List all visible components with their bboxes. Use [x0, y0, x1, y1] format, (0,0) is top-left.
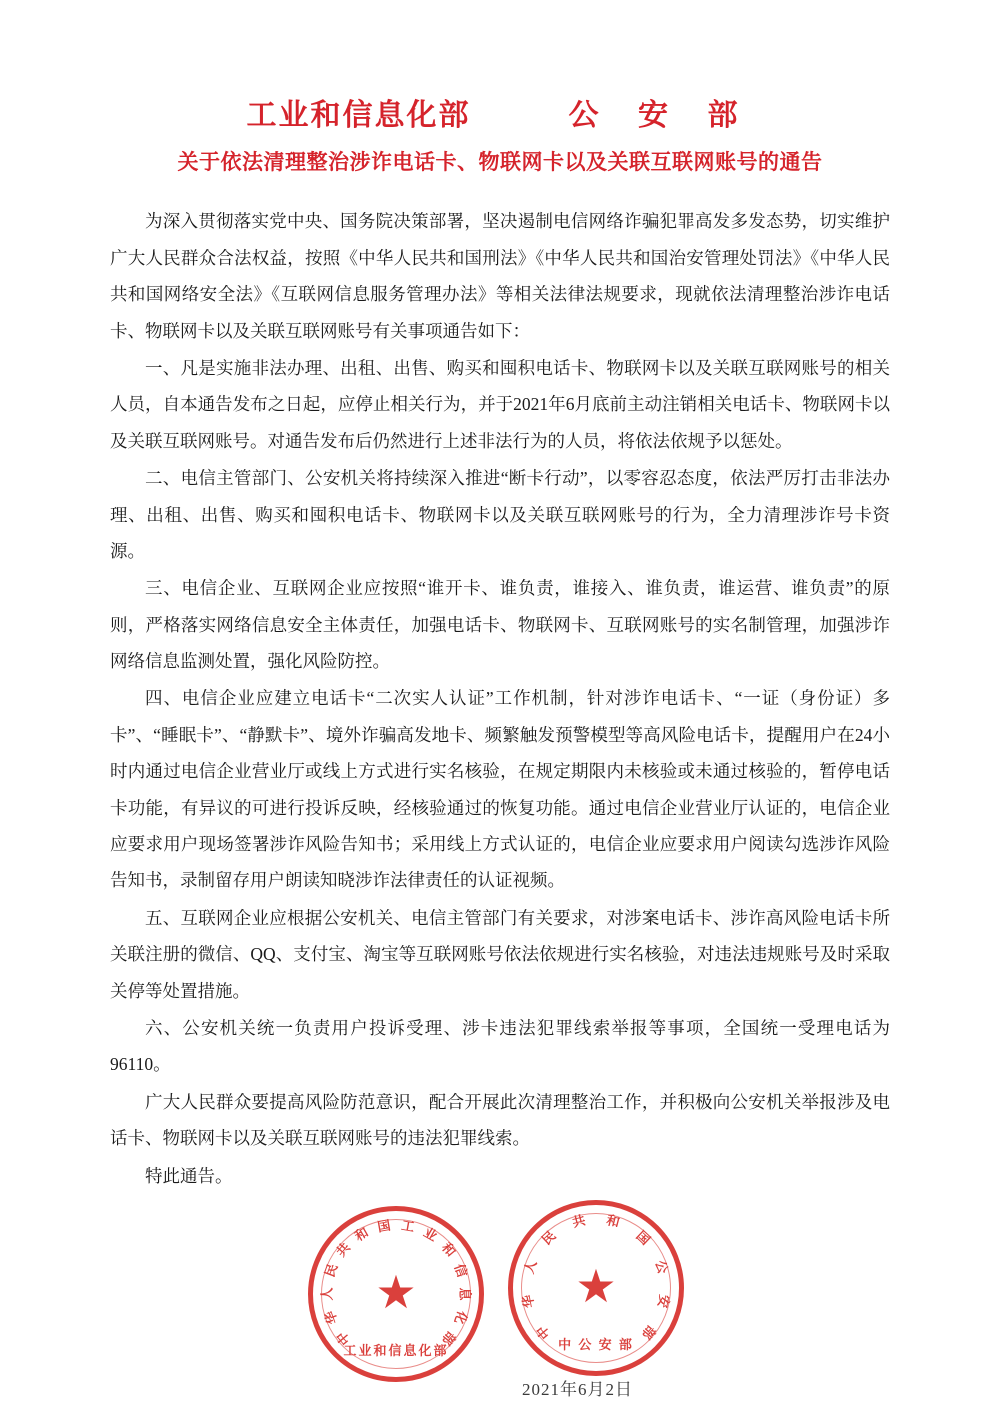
paragraph-public-notice: 广大人民群众要提高风险防范意识，配合开展此次清理整治工作，并积极向公安机关举报涉及电话卡、物联网卡以及关联互联网账号的违法犯罪线索。 [110, 1091, 890, 1149]
document-body [110, 203, 890, 1194]
paragraph-preamble: 为深入贯彻落实党中央、国务院决策部署，坚决遏制电信网络诈骗犯罪高发多发态势，切实维护广大人民群众合法权益，按照《中华人民共和国刑法》《中华人民共和国治安管理处罚法》《中华人民共和国网络安全法》《互联网信息服务管理办法》等相关法律法规要求，现就依法清理整治涉诈电话卡、物联网卡以及关联互联网账号有关事项通告如下： [110, 211, 890, 341]
paragraph-item-6: 六、公安机关统一负责用户投诉受理、涉卡违法犯罪线索举报等事项，全国统一受理电话为96110。 [110, 1017, 890, 1075]
seal-miit-bottom-text: 工业和信息化部 [343, 1342, 449, 1358]
star-icon: ★ [575, 1261, 617, 1313]
ministry-header [110, 90, 890, 134]
seal-mps-arc-text: 中 华 人 民 共 和 国 公 安 部 [519, 1212, 673, 1343]
paragraph-item-1: 一、凡是实施非法办理、出租、出售、购买和囤积电话卡、物联网卡以及关联互联网账号的相关人员，自本通告发布之日起，应停止相关行为，并于2021年6月底前主动注销相关电话卡、物联网卡以及关联互联网账号。对通告发布后仍然进行上述非法行为的人员，将依法依规予以惩处。 [110, 357, 890, 451]
page-title: 关于依法清理整治涉诈电话卡、物联网卡以及关联互联网账号的通告 [177, 150, 823, 174]
star-icon: ★ [375, 1267, 417, 1319]
paragraph-item-5: 五、互联网企业应根据公安机关、电信主管部门有关要求，对涉案电话卡、涉诈高风险电话卡所关联注册的微信、QQ、支付宝、淘宝等互联网账号依法依规进行实名核验，对违法违规账号及时采取关停等处置措施。 [110, 907, 890, 1001]
issue-date: 2021年6月2日 [522, 1379, 633, 1399]
paragraph-closing: 特此通告。 [145, 1165, 233, 1186]
paragraph-item-2: 二、电信主管部门、公安机关将持续深入推进“断卡行动”，以零容忍态度，依法严厉打击非法办理、出租、出售、购买和囤积电话卡、物联网卡以及关联互联网账号的行为，全力清理涉诈号卡资源。 [110, 468, 890, 561]
seal-area [110, 1200, 890, 1410]
seal-miit-arc-text: 中 华 人 民 共 和 国 工 业 和 信 息 化 部 [319, 1217, 473, 1349]
paragraph-item-3: 三、电信企业、互联网企业应按照“谁开卡、谁负责，谁接入、谁负责，谁运营、谁负责”的原则，严格落实网络信息安全主体责任，加强电话卡、物联网卡、互联网账号的实名制管理，加强涉诈网络信息监测处置，强化风险防控。 [110, 578, 890, 672]
seal-mps [508, 1200, 684, 1376]
ministry-name-miit: 工业和信息化部 [246, 99, 471, 132]
seal-miit [308, 1206, 484, 1382]
seal-mps-bottom-text: 中 公 安 部 [558, 1336, 634, 1352]
paragraph-item-4: 四、电信企业应建立电话卡“二次实人认证”工作机制，针对涉诈电话卡、“一证（身份证）多卡”、“睡眠卡”、“静默卡”、境外诈骗高发地卡、频繁触发预警模型等高风险电话卡，提醒用户在24小时内通过电信企业营业厅或线上方式进行实名核验，在规定期限内未核验或未通过核验的，暂停电话卡功能，有异议的可进行投诉反映，经核验通过的恢复功能。通过电信企业营业厅认证的，电信企业应要求用户现场签署涉诈风险告知书；采用线上方式认证的，电信企业应要求用户阅读勾选涉诈风险告知书，录制留存用户朗读知晓涉诈法律责任的认证视频。 [110, 688, 890, 891]
ministry-name-mps: 公 安 部 [568, 99, 754, 132]
